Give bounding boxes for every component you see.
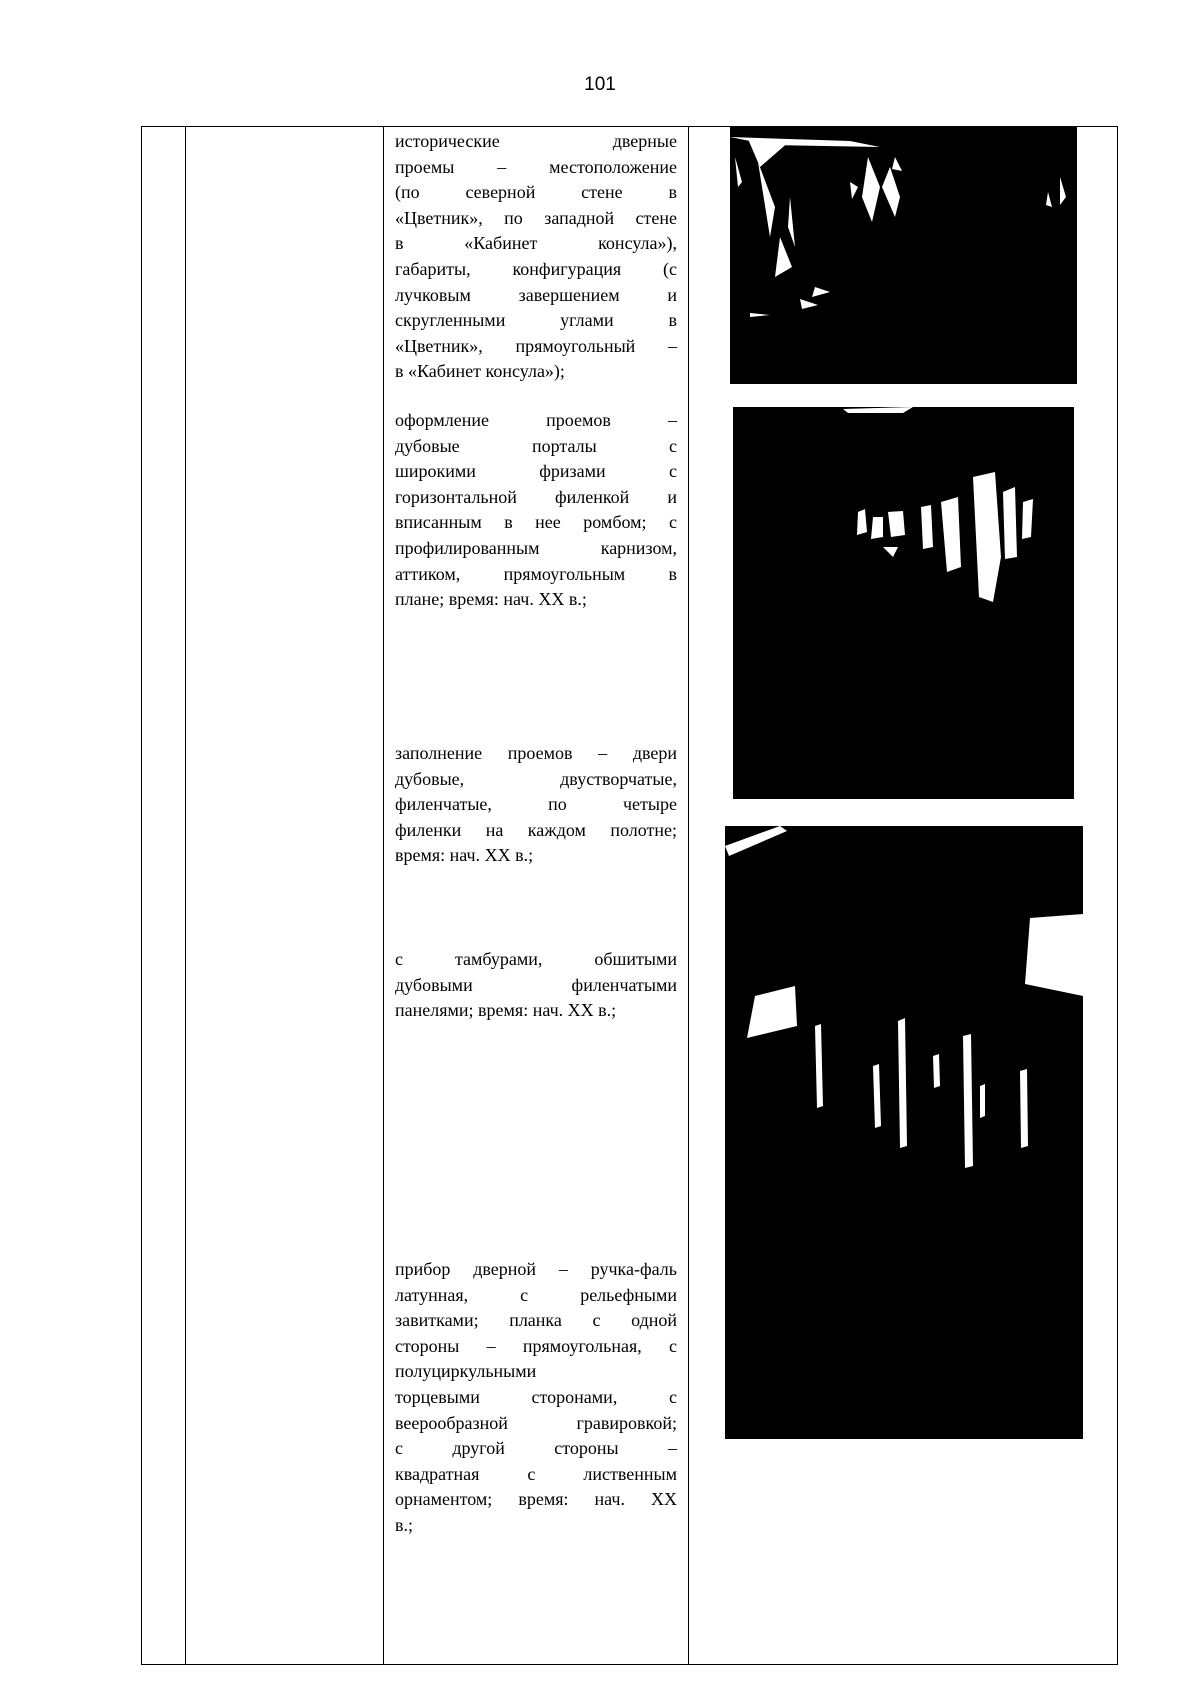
text-block-door-openings (395, 129, 677, 385)
text-line: аттиком, прямоугольным в (395, 563, 677, 584)
text-line: с тамбурами, обшитыми (395, 949, 677, 969)
text-line: прибор дверной – ручка-фаль (395, 1259, 677, 1279)
photo-highlights (730, 127, 1077, 384)
page-number: 101 (584, 74, 616, 95)
photo-highlights (733, 407, 1074, 799)
text-line: дубовые порталы с (395, 435, 677, 456)
text-line: широкими фризами с (395, 461, 677, 482)
text-line: филенчатые, по четыре (395, 794, 677, 815)
text-block-vestibules (395, 947, 677, 1024)
text-line: вписанным в нее ромбом; с (395, 512, 677, 533)
text-line: габариты, конфигурация (с (395, 258, 677, 279)
text-line: полуциркульными (395, 1361, 537, 1382)
text-line: завитками; планка с одной (395, 1310, 677, 1331)
text-line: горизонтальной филенкой и (395, 486, 677, 507)
text-line: проемы – местоположение (395, 156, 677, 177)
text-line: орнаментом; время: нач. XX (395, 1489, 677, 1510)
text-line: время: нач. XX в.; (395, 845, 534, 866)
text-line: плане; время: нач. XX в.; (395, 589, 587, 610)
text-line: веерообразной гравировкой; (395, 1412, 677, 1433)
text-line: дубовые, двустворчатые, (395, 768, 677, 789)
photo-doors-and-hardware (725, 826, 1083, 1439)
text-line: панелями; время: нач. XX в.; (395, 1000, 617, 1021)
text-line: заполнение проемов – двери (395, 743, 677, 763)
text-line: филенки на каждом полотне; (395, 819, 677, 840)
text-line: скругленными углами в (395, 310, 677, 331)
column-divider (383, 127, 384, 1664)
photo-portals (733, 407, 1074, 799)
text-line: торцевыми сторонами, с (395, 1386, 677, 1407)
column-divider (688, 127, 689, 1664)
text-line: лучковым завершением и (395, 284, 677, 305)
text-line: оформление проемов – (395, 410, 677, 430)
text-line: исторические дверные (395, 131, 677, 151)
photo-door-openings (730, 127, 1077, 384)
text-line: дубовыми филенчатыми (395, 974, 677, 995)
text-line: латунная, с рельефными (395, 1284, 677, 1305)
text-line: в «Кабинет консула»); (395, 361, 565, 382)
photo-highlights (725, 826, 1083, 1439)
text-line: (по северной стене в (395, 182, 677, 203)
text-line: «Цветник», по западной стене (395, 207, 677, 228)
text-line: профилированным карнизом, (395, 537, 677, 558)
text-line: в.; (395, 1514, 413, 1535)
text-line: стороны – прямоугольная, с (395, 1335, 677, 1356)
text-line: квадратная с лиственным (395, 1463, 677, 1484)
text-line: в «Кабинет консула»), (395, 233, 677, 254)
text-line: с другой стороны – (395, 1438, 677, 1459)
text-block-door-hardware (395, 1257, 677, 1539)
text-block-door-fillings (395, 741, 677, 869)
text-line: «Цветник», прямоугольный – (395, 335, 677, 356)
column-divider (185, 127, 186, 1664)
text-block-portals (395, 408, 677, 613)
